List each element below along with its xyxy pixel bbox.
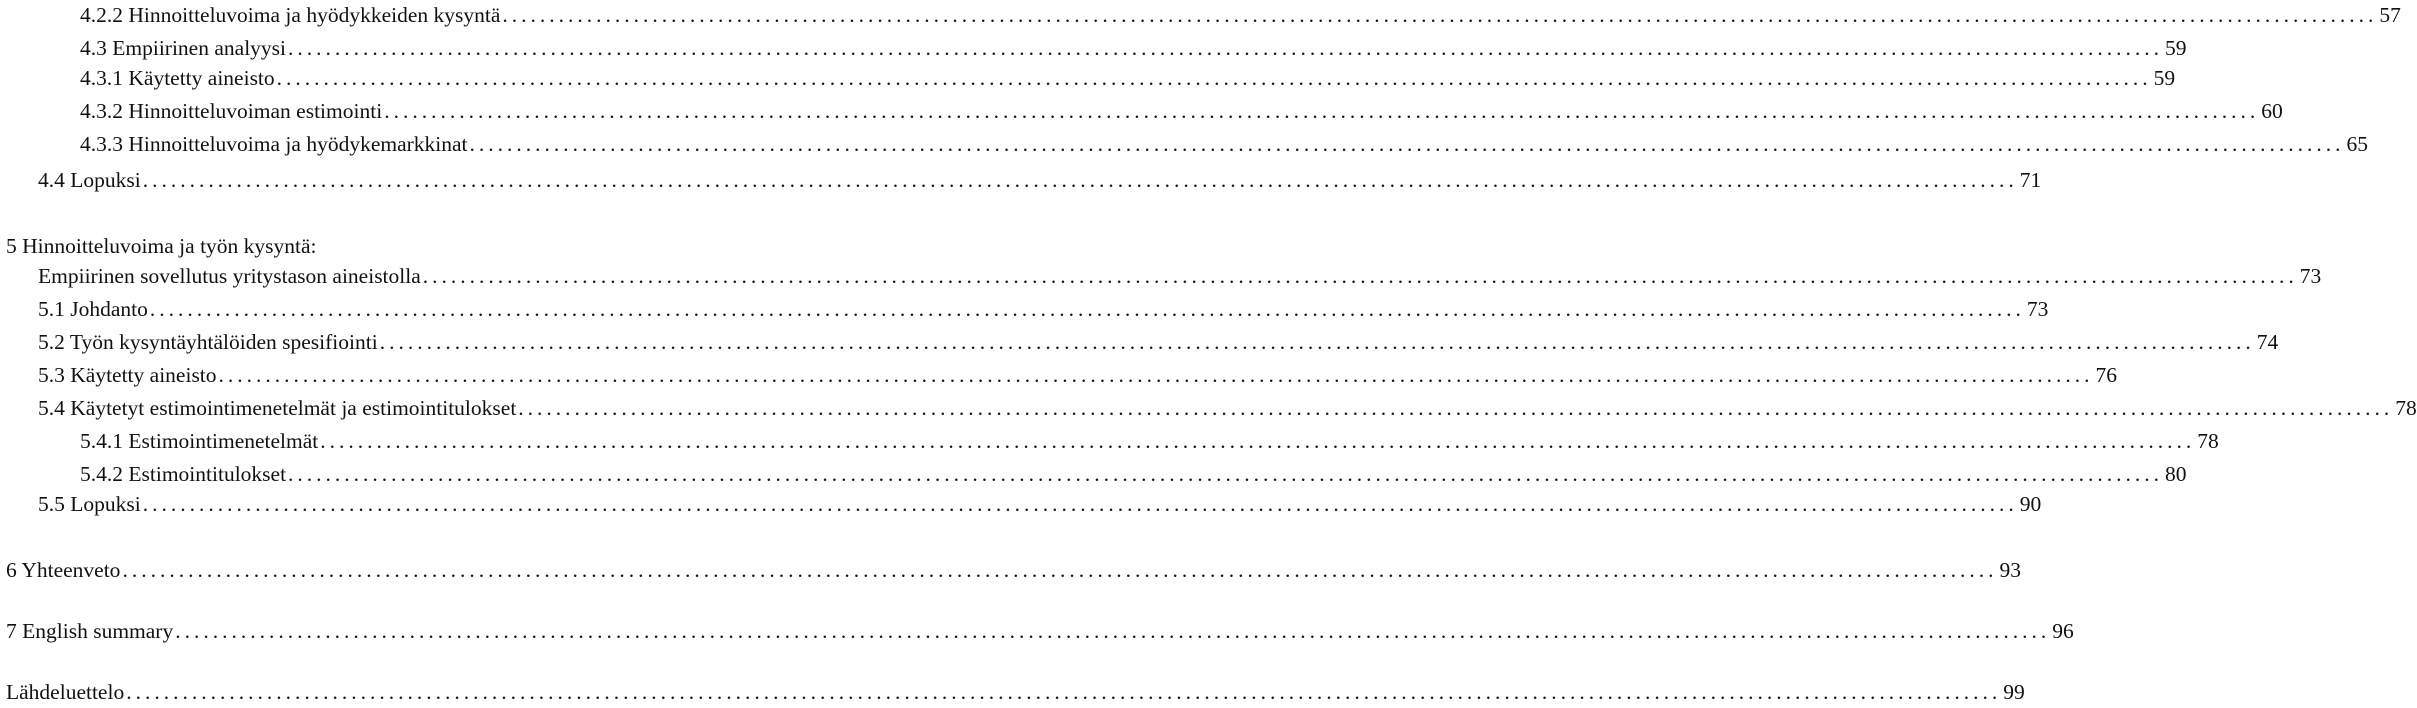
- toc-entry-page: 57: [2379, 3, 2401, 27]
- toc-entry-page: 65: [2346, 132, 2369, 156]
- dot-leader: ........................................................................................................................................................................................................: [288, 36, 2164, 60]
- dot-leader: ........................................................................................................................................................................................................: [149, 297, 2025, 321]
- toc-entry: [38, 393, 2417, 423]
- toc-entry: [80, 96, 2283, 126]
- dot-leader: ........................................................................................................................................................................................................: [502, 3, 2378, 27]
- toc-entry: [38, 294, 2049, 324]
- toc-entry: [6, 616, 2074, 646]
- toc-entry-title: 4.3 Empiirinen analyysi: [80, 36, 287, 60]
- dot-leader: ........................................................................................................................................................................................................: [276, 66, 2152, 90]
- dot-leader: ........................................................................................................................................................................................................: [422, 264, 2298, 288]
- toc-entry: [38, 327, 2279, 357]
- toc-entry-title: 4.2.2 Hinnoitteluvoima ja hyödykkeiden kysyntä: [80, 3, 501, 27]
- toc-entry-title: 5.3 Käytetty aineisto: [38, 363, 217, 387]
- toc-entry-page: 90: [2019, 492, 2042, 516]
- dot-leader: ........................................................................................................................................................................................................: [518, 396, 2394, 420]
- toc-entry-title: 5.4.2 Estimointitulokset: [80, 462, 287, 486]
- toc-entry-title: 4.3.3 Hinnoitteluvoima ja hyödykemarkkinat: [80, 132, 468, 156]
- toc-entry: [80, 63, 2176, 93]
- toc-entry: [38, 261, 2322, 291]
- toc-entry: [80, 459, 2187, 489]
- toc-entry: [38, 489, 2042, 519]
- toc-entry-page: 59: [2165, 36, 2187, 60]
- dot-leader: ........................................................................................................................................................................................................: [288, 462, 2164, 486]
- toc-entry-page: 93: [1999, 558, 2021, 582]
- toc-entry-page: 60: [2261, 99, 2283, 123]
- dot-leader: ........................................................................................................................................................................................................: [142, 492, 2018, 516]
- toc-entry-title: 5 Hinnoitteluvoima ja työn kysyntä:: [6, 234, 317, 258]
- toc-entry-page: 96: [2052, 619, 2074, 643]
- toc-entry-page: 73: [2026, 297, 2049, 321]
- toc-entry-title: 5.4.1 Estimointimenetelmät: [80, 429, 319, 453]
- toc-entry: [38, 165, 2042, 195]
- toc-entry-title: 5.1 Johdanto: [38, 297, 148, 321]
- toc-entry: [38, 360, 2118, 390]
- toc-entry-title: 5.5 Lopuksi: [38, 492, 141, 516]
- toc-entry: [6, 555, 2021, 585]
- toc-entry-page: 80: [2165, 462, 2187, 486]
- dot-leader: ........................................................................................................................................................................................................: [126, 680, 2002, 704]
- toc-entry-title: 5.4 Käytetyt estimointimenetelmät ja estimointitulokset: [38, 396, 517, 420]
- toc-entry-title: 5.2 Työn kysyntäyhtälöiden spesifiointi: [38, 330, 378, 354]
- toc-entry: [6, 677, 2025, 707]
- dot-leader: ........................................................................................................................................................................................................: [384, 99, 2260, 123]
- toc-entry-page: 73: [2299, 264, 2322, 288]
- toc-entry: [80, 129, 2369, 159]
- toc-chapter-heading: [6, 231, 951, 261]
- toc-entry-page: 59: [2153, 66, 2176, 90]
- dot-leader: ........................................................................................................................................................................................................: [122, 558, 1998, 582]
- toc-entry-title: 6 Yhteenveto: [6, 558, 121, 582]
- toc-entry-title: 4.3.1 Käytetty aineisto: [80, 66, 275, 90]
- toc-entry-title: 4.3.2 Hinnoitteluvoiman estimointi: [80, 99, 383, 123]
- toc-entry-page: 78: [2197, 429, 2219, 453]
- toc-entry: [80, 0, 2401, 30]
- toc-entry-page: 74: [2256, 330, 2279, 354]
- dot-leader: ........................................................................................................................................................................................................: [175, 619, 2051, 643]
- toc-entry-page: 76: [2095, 363, 2118, 387]
- toc-entry-page: 99: [2003, 680, 2025, 704]
- toc-entry-page: 78: [2395, 396, 2417, 420]
- toc-entry-title: 7 English summary: [6, 619, 174, 643]
- toc-entry-page: 71: [2019, 168, 2042, 192]
- dot-leader: ........................................................................................................................................................................................................: [218, 363, 2094, 387]
- toc-entry: [80, 33, 2187, 63]
- dot-leader: ........................................................................................................................................................................................................: [320, 429, 2196, 453]
- dot-leader: ........................................................................................................................................................................................................: [142, 168, 2018, 192]
- toc-entry: [80, 426, 2219, 456]
- dot-leader: ........................................................................................................................................................................................................: [469, 132, 2345, 156]
- toc-entry-title: Lähdeluettelo: [6, 680, 125, 704]
- toc-entry-title: Empiirinen sovellutus yritystason aineistolla: [38, 264, 421, 288]
- dot-leader: ........................................................................................................................................................................................................: [379, 330, 2255, 354]
- toc-entry-title: 4.4 Lopuksi: [38, 168, 141, 192]
